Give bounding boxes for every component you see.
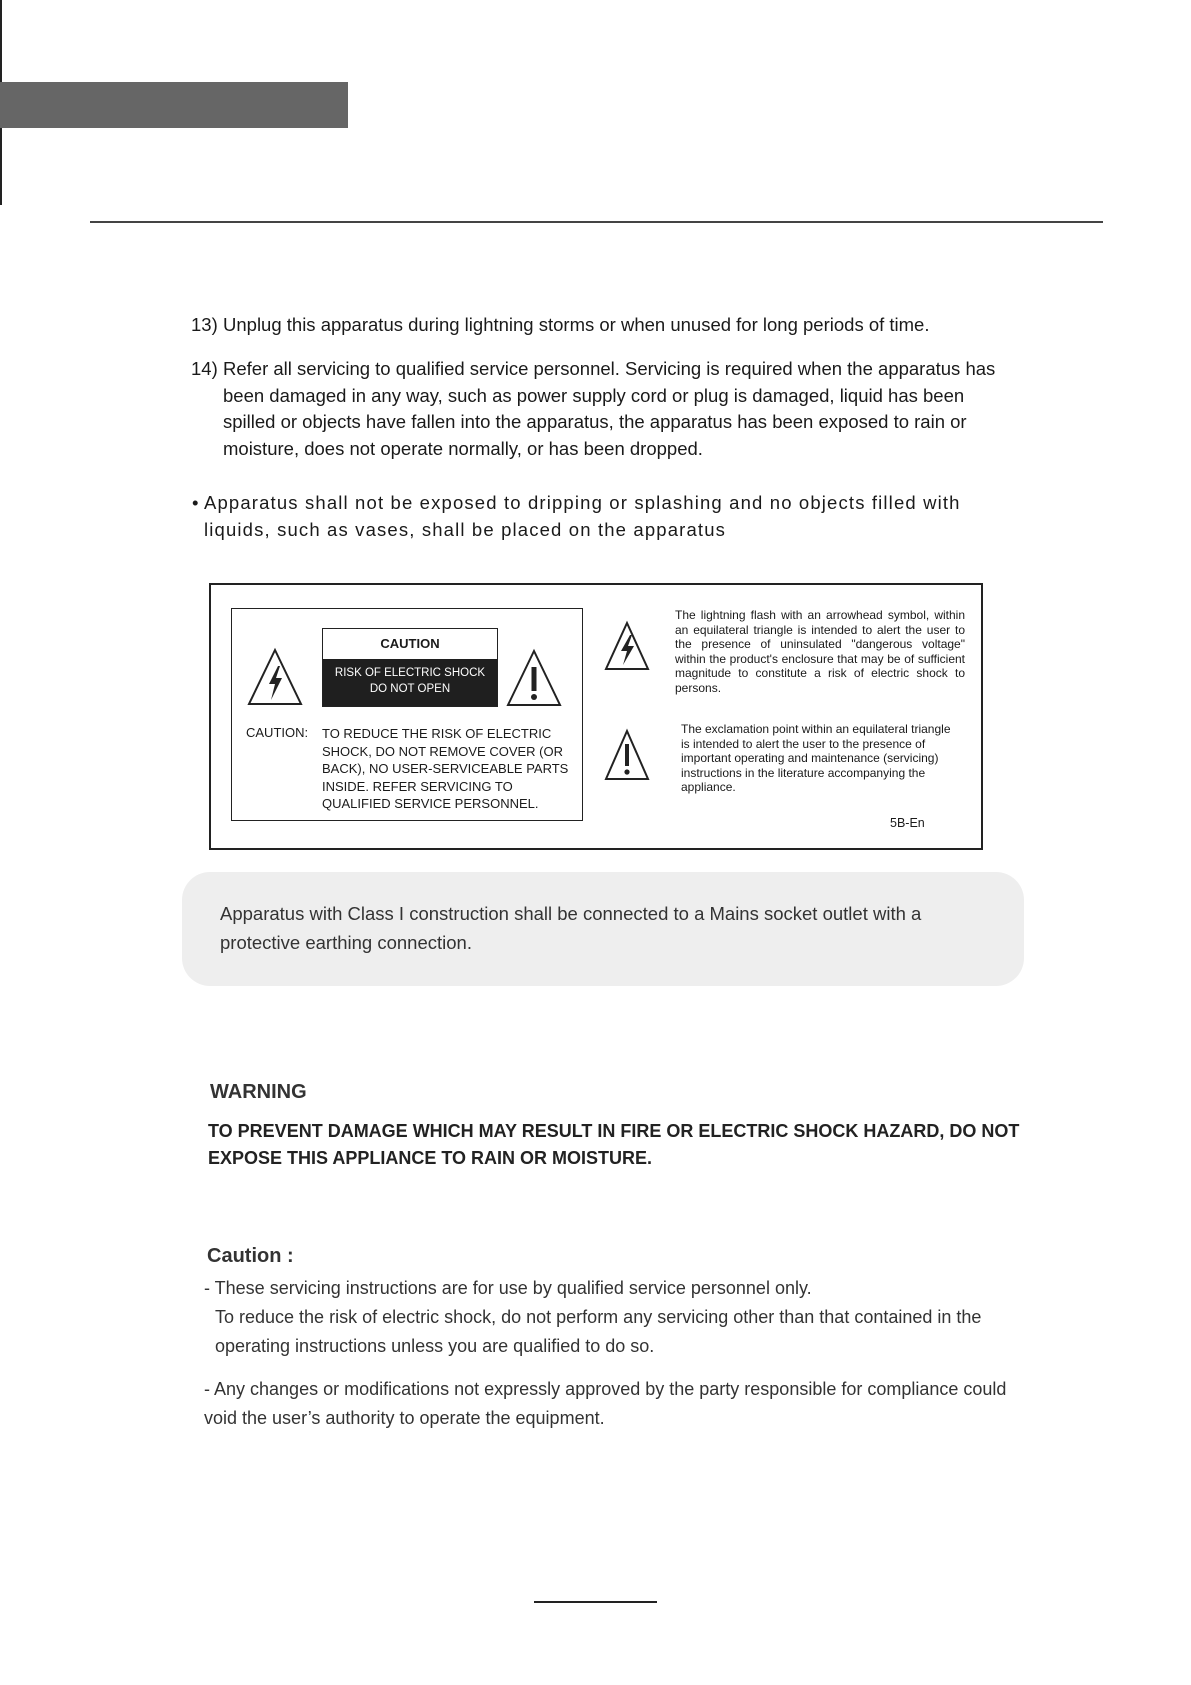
item-number: 14) xyxy=(191,358,218,379)
lightning-symbol-icon xyxy=(604,621,650,671)
item-number: 13) xyxy=(191,314,218,335)
item-text: Unplug this apparatus during lightning storms or when unused for long periods of time. xyxy=(223,314,930,335)
caution-point-1-detail: To reduce the risk of electric shock, do not perform any servicing other than that contained in the operating instructions unless you are qualified to do so. xyxy=(215,1307,982,1356)
lightning-triangle-icon xyxy=(247,648,303,706)
header-bar xyxy=(0,82,348,128)
warning-body: TO PREVENT DAMAGE WHICH MAY RESULT IN FIRE OR ELECTRIC SHOCK HAZARD, DO NOT EXPOSE THIS APPLIANCE TO RAIN OR MOISTURE. xyxy=(208,1121,1020,1168)
exclamation-symbol-icon xyxy=(604,729,650,781)
item-14 xyxy=(191,356,1011,466)
header-rule xyxy=(90,221,1103,223)
exclamation-symbol-text: The exclamation point within an equilateral triangle is intended to alert the user to the presence of important operating and maintenance (servicing) instructions in the literature accompanying the appliance. xyxy=(681,722,951,794)
figure-code: 5B-En xyxy=(890,816,925,830)
warning-title: WARNING xyxy=(210,1081,307,1103)
class-one-notice-text: Apparatus with Class I construction shall be connected to a Mains socket outlet with a protective earthing connection. xyxy=(220,903,922,953)
bullet-symbol: • xyxy=(192,492,200,513)
caution-prefix: CAUTION: xyxy=(246,725,309,740)
lightning-symbol-text: The lightning flash with an arrowhead symbol, within an equilateral triangle is intended to alert the user to the presence of uninsulated "dangerous voltage" within the product's enclosure that may be of sufficient magnitude to constitute a risk of electric shock to persons. xyxy=(675,608,965,695)
caution-label xyxy=(322,628,498,707)
caution-point-1: - These servicing instructions are for use by qualified service personnel only. xyxy=(204,1278,812,1298)
caution-label-warning xyxy=(323,659,497,706)
item-text: Refer all servicing to qualified service personnel. Servicing is required when the apparatus has been damaged in any way, such as power supply cord or plug is damaged, liquid has been spilled or objects have fallen into the apparatus, the apparatus has been exposed to rain or moisture, does not operate normally, or has been dropped. xyxy=(223,358,996,459)
caution-point-2: - Any changes or modifications not expressly approved by the party responsible for compliance could void the user’s authority to operate the equipment. xyxy=(204,1379,1007,1428)
caution-label-line1: RISK OF ELECTRIC SHOCK xyxy=(334,667,486,679)
caution-text: TO REDUCE THE RISK OF ELECTRIC SHOCK, DO NOT REMOVE COVER (OR BACK), NO USER-SERVICEABLE PARTS INSIDE. REFER SERVICING TO QUALIFIED SERVICE PERSONNEL. xyxy=(322,726,569,811)
bullet-text: Apparatus shall not be exposed to dripping or splashing and no objects filled with liquids, such as vases, shall be placed on the apparatus xyxy=(204,492,961,540)
exclamation-triangle-icon xyxy=(506,649,562,707)
item-13 xyxy=(191,312,1011,339)
page-number-rule xyxy=(534,1601,657,1603)
splash-bullet xyxy=(192,489,1012,545)
caution-label-line2: DO NOT OPEN xyxy=(369,683,451,695)
caution-label-title: CAUTION xyxy=(323,629,497,659)
caution-title: Caution : xyxy=(207,1245,294,1267)
